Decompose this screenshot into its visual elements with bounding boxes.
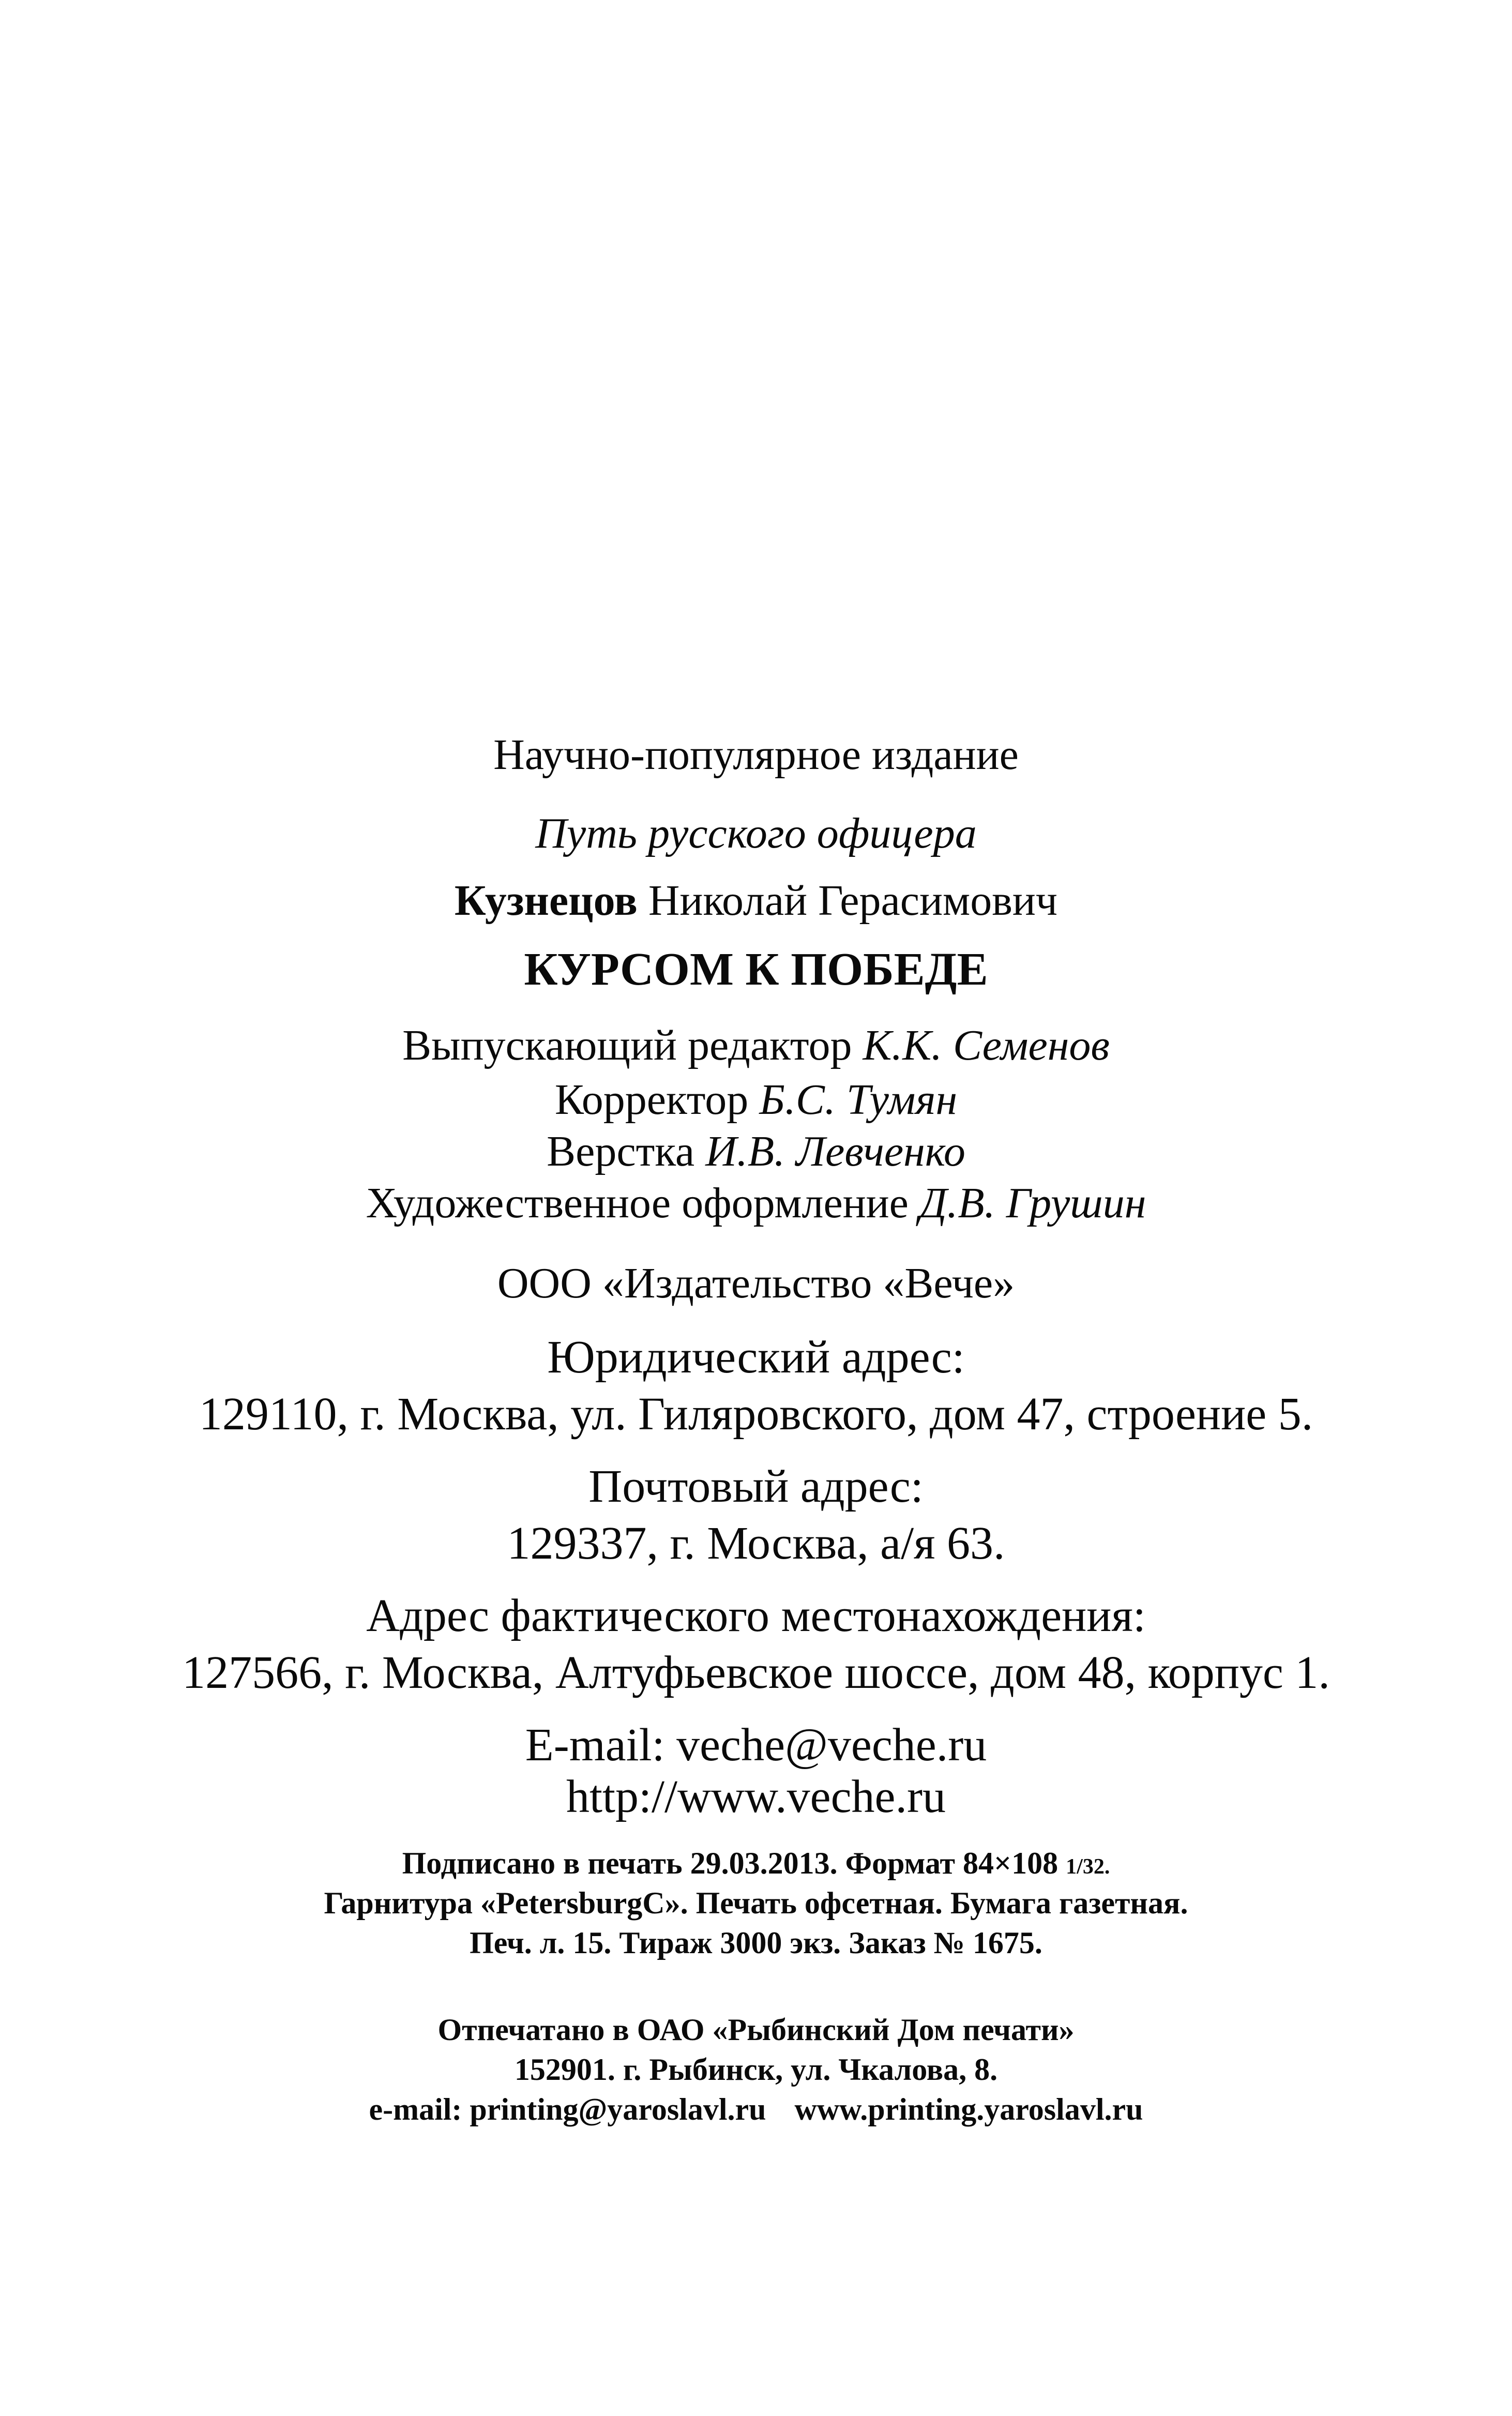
print-run: Печ. л. 15. Тираж 3000 экз. Заказ № 1675. [470,1926,1042,1960]
credit-role: Выпускающий редактор [402,1021,852,1069]
credit-role: Корректор [554,1076,749,1124]
series-title: Путь русского офицера [535,809,977,857]
legal-address-label: Юридический адрес: [547,1332,965,1383]
credit-line [0,1078,1512,1122]
book-title: КУРСОМ К ПОБЕДЕ [524,944,988,995]
credit-name: Б.С. Тумян [759,1076,958,1124]
credit-role: Художественное оформление [366,1179,909,1227]
author-surname: Кузнецов [454,877,638,925]
print-signed-line [0,1848,1512,1879]
credit-name: К.К. Семенов [863,1021,1110,1069]
printer-email: e-mail: printing@yaroslavl.ru [369,2092,766,2126]
credit-line [0,1179,1512,1227]
credit-line [0,1021,1512,1069]
credit-name: Д.В. Грушин [919,1179,1146,1227]
actual-address-label: Адрес фактического местонахождения: [366,1590,1146,1641]
printer-website: www.printing.yaroslavl.ru [794,2092,1143,2126]
postal-address-label: Почтовый адрес: [588,1461,924,1512]
credit-name: И.В. Левченко [705,1127,965,1175]
actual-address: 127566, г. Москва, Алтуфьевское шоссе, дом 48, корпус 1. [182,1647,1330,1698]
printer-address: 152901. г. Рыбинск, ул. Чкалова, 8. [514,2052,998,2087]
legal-address: 129110, г. Москва, ул. Гиляровского, дом 47, строение 5. [199,1388,1313,1440]
author-line [0,879,1512,923]
print-signed-text: Подписано в печать 29.03.2013. Формат 84×108 [402,1846,1059,1880]
edition-type: Научно-популярное издание [493,731,1019,779]
postal-address: 129337, г. Москва, а/я 63. [507,1518,1005,1569]
publisher-email: E-mail: veche@veche.ru [525,1719,987,1771]
author-given-names: Николай Герасимович [648,877,1058,925]
credit-role: Верстка [547,1127,695,1175]
printer-contacts [0,2094,1512,2125]
credit-line [0,1127,1512,1175]
publisher-name: ООО «Издательство «Вече» [497,1259,1015,1307]
publisher-website: http://www.veche.ru [566,1771,946,1822]
print-typeface-paper: Гарнитура «PetersburgC». Печать офсетная. Бумага газетная. [324,1886,1188,1920]
printer-name: Отпечатано в ОАО «Рыбинский Дом печати» [437,2013,1075,2047]
print-format-fraction: 1/32. [1066,1855,1110,1879]
